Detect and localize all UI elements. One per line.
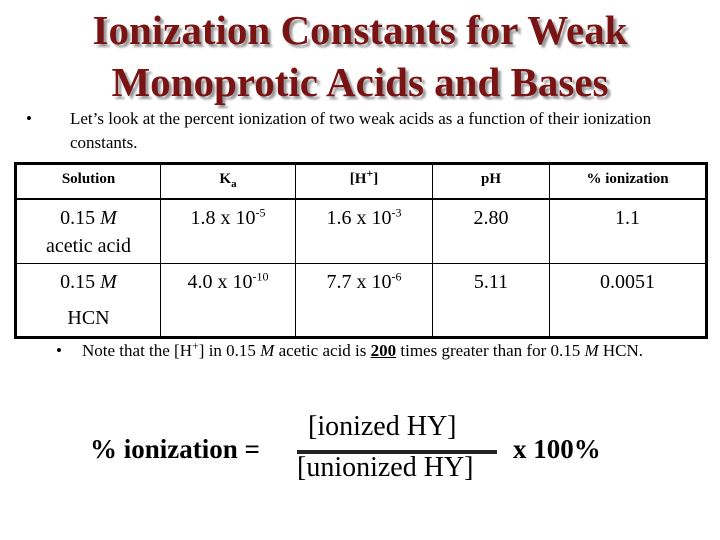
cell-h: 7.7 x $10^{-6}$ xyxy=(296,263,433,337)
formula-lhs: % ionization = xyxy=(90,434,260,464)
cell-pct: 1.1 xyxy=(550,199,707,263)
formula-denominator: [unionized HY] xyxy=(297,452,474,483)
title-line-1: Ionization Constants for Weak xyxy=(92,7,628,53)
bullet-icon: • xyxy=(56,341,62,360)
header-pct: % ionization xyxy=(550,164,707,200)
cell-solution: 0.15 M acetic acid xyxy=(16,199,161,263)
ionization-table xyxy=(14,162,708,339)
cell-ph: 2.80 xyxy=(433,199,550,263)
table-row xyxy=(16,199,707,263)
table-header-row xyxy=(16,164,707,200)
formula-multiplier: x 100% xyxy=(513,434,601,464)
title-line-2: Monoprotic Acids and Bases xyxy=(111,59,609,105)
header-ph: pH xyxy=(433,164,550,200)
cell-pct: 0.0051 xyxy=(550,263,707,337)
cell-h: 1.6 x $10^{-3}$ xyxy=(296,199,433,263)
formula-numerator: [ionized HY] xyxy=(308,411,457,442)
cell-solution: 0.15 M HCN xyxy=(16,263,161,337)
bullet-note: • Note that the [H+] in 0.15 M acetic acid is 200 times greater than for 0.15 M HCN. xyxy=(82,339,692,363)
cell-ph: 5.11 xyxy=(433,263,550,337)
bullet-icon: • xyxy=(26,109,32,128)
table-row xyxy=(16,263,707,337)
cell-ka: 4.0 x $10^{-10}$ xyxy=(161,263,296,337)
bullet-text: Let’s look at the percent ionization of two weak acids as a function of their ionization constants. xyxy=(70,109,652,152)
bullet-intro xyxy=(26,107,690,155)
header-h: [H+] xyxy=(296,164,433,200)
header-solution: Solution xyxy=(16,164,161,200)
cell-ka: 1.8 x $10^{-5}$ xyxy=(161,199,296,263)
header-ka: $K_a$ xyxy=(161,164,296,200)
